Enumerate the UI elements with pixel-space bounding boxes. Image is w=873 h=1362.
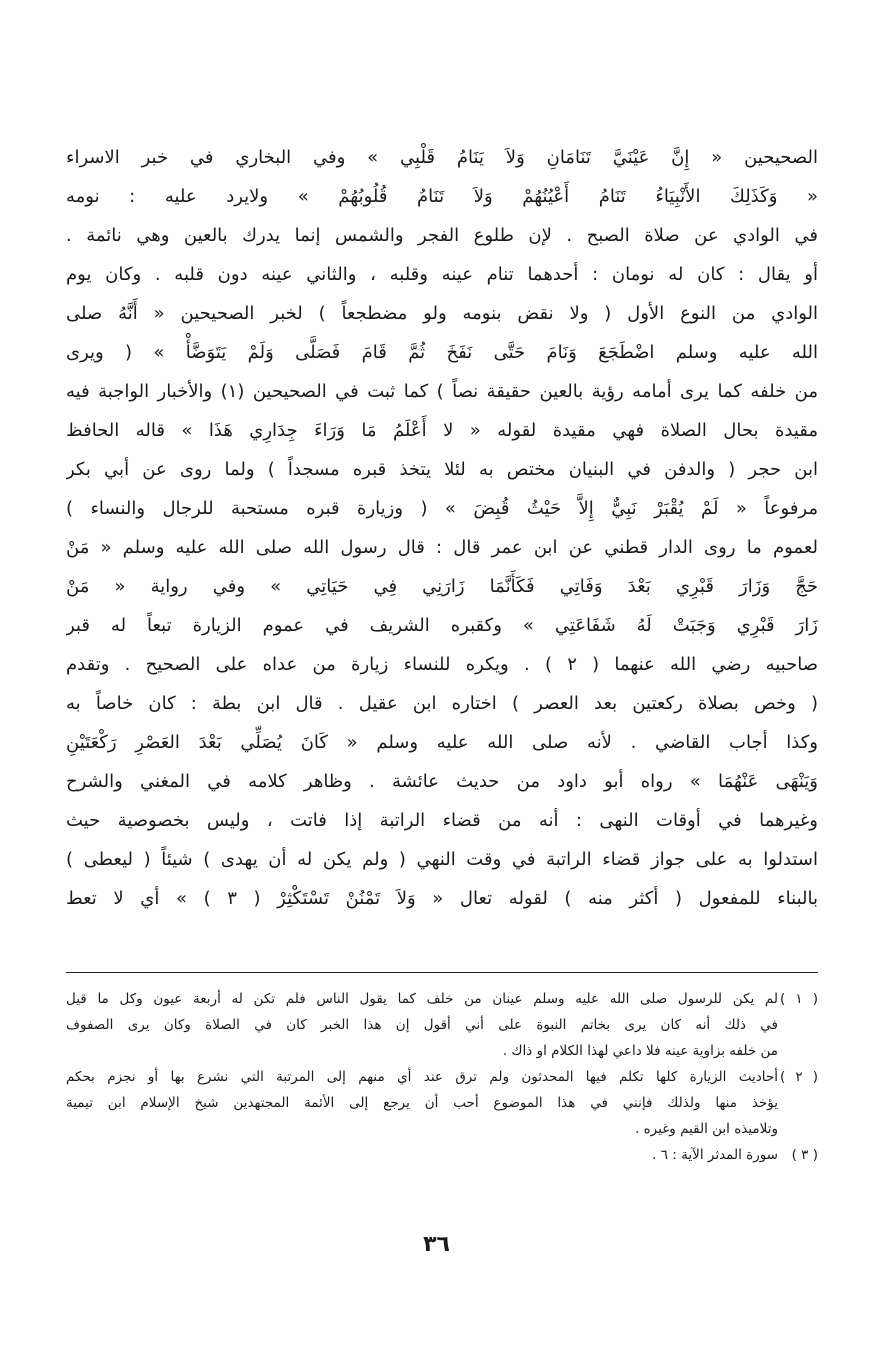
- footnote-line: وتلاميذه ابن القيم وغيره .: [635, 1121, 778, 1137]
- footnote-number: ( ١ ): [780, 991, 818, 1007]
- text-line: من خلفه كما يرى أمامه رؤية بالعين حقيقة نصاً ) كما ثبت في الصحيحين (١) والأخبار الواجبة فيه: [66, 381, 818, 402]
- text-line: حَجَّ وَزَارَ قَبْرِي بَعْدَ وَفَاتِي فَكَأَنَّمَا زَارَنِي فِي حَيَاتِي » وفي رواية « مَنْ: [66, 576, 818, 597]
- text-line: وكذا أجاب القاضي . لأنه صلى الله عليه وسلم « كَانَ يُصَلِّي بَعْدَ العَصْرِ رَكْعَتَيْنِ: [66, 732, 818, 753]
- text-line: لعموم ما روى الدار قطني عن ابن عمر قال : قال رسول الله صلى الله عليه وسلم « مَنْ: [66, 537, 818, 558]
- text-line: استدلوا به على جواز قضاء الراتبة في وقت النهي ( ولم يكن له أن يهدى ) شيئاً ( ليعطى ): [66, 849, 818, 870]
- footnote-line: في ذلك أنه كان يرى بخاتم النبوة على أني أقول إن هذا الخبر كان في الصلاة وكان يرى الصفوف: [66, 1017, 778, 1033]
- text-line: « وَكَذَلِكَ الأَنْبِيَاءُ تَنَامُ أَعْيُنُهُمْ وَلاَ تَنَامُ قُلُوبُهُمْ » ولايرد عليه : نومه: [66, 186, 818, 207]
- text-line: زَارَ قَبْرِي وَجَبَتْ لَهُ شَفَاعَتِي » وكقبره الشريف في عموم الزيارة تبعاً له قبر: [66, 615, 818, 636]
- text-line: وغيرهما في أوقات النهى : أنه من قضاء الراتبة إذا فاتت ، وليس بخصوصية حيث: [66, 810, 818, 831]
- text-line: بالبناء للمفعول ( أكثر منه ) لقوله تعال « وَلاَ تَمْنُنْ تَسْتَكْثِرْ ( ٣ ) » أي لا تعط: [66, 888, 818, 909]
- footnotes: [66, 986, 818, 1168]
- main-text: [66, 138, 818, 918]
- text-line: مقيدة بحال الصلاة فهي مقيدة لقوله « لا أَعْلَمُ مَا وَرَاءَ جِدَارِي هَذَا » قاله الحافظ: [66, 420, 818, 441]
- text-line: الصحيحين « إِنَّ عَيْنَيَّ تَنَامَانِ وَلاَ يَنَامُ قَلْبِي » وفي البخاري في خبر الاسراء: [66, 147, 818, 168]
- text-line: أو يقال : كان له نومان : أحدهما تنام عينه وقلبه ، والثاني عينه دون قلبه . وكان يوم: [66, 264, 818, 285]
- footnote-line: يؤخذ منها ولذلك فإنني في هذا الموضوع أحب أن يرجع إلى الأئمة المجتهدين شيخ الإسلام ابن تيمية: [66, 1095, 778, 1111]
- text-line: مرفوعاً « لَمْ يُقْبَرْ نَبِيٌّ إِلاَّ حَيْثُ قُبِضَ » ( وزيارة قبره مستحبة للرجال والنساء ): [66, 498, 818, 519]
- text-line: الله عليه وسلم اضْطَجَعَ وَنَامَ حَتَّى نَفَخَ ثُمَّ قَامَ فَصَلَّى وَلَمْ يَتَوَضَّأْ » ( ويرى: [66, 342, 818, 363]
- text-line: الوادي من النوع الأول ( ولا نقض بنومه ولو مضطجعاً ) لخبر الصحيحين « أَنَّهُ صلى: [66, 303, 818, 324]
- text-line: ( وخص بصلاة ركعتين بعد العصر ) اختاره ابن عقيل . قال ابن بطة : كان خاصاً به: [66, 693, 818, 714]
- text-line: وَيَنْهَى عَنْهُمَا » رواه أبو داود من حديث عائشة . وظاهر كلامه في المغني والشرح: [66, 771, 818, 792]
- text-line: صاحبيه رضي الله عنهما ( ٢ ) . ويكره للنساء زيارة من عداه على الصحيح . وتقدم: [66, 654, 818, 675]
- footnote-number: ( ٢ ): [780, 1069, 818, 1085]
- footnote-text: لم يكن للرسول صلى الله عليه وسلم عينان من خلف كما يقول الناس فلم تكن له أربعة عيون وكل ما قيل: [66, 991, 778, 1007]
- footnote-3: [66, 1142, 818, 1168]
- footnote-text: سورة المدثر الآية : ٦ .: [652, 1147, 778, 1163]
- footnote-1: [66, 986, 818, 1012]
- text-line: في الوادي عن صلاة الصبح . لإن طلوع الفجر والشمس إنما يدرك بالعين وهي نائمة .: [66, 225, 818, 246]
- footnote-text: أحاديث الزيارة كلها تكلم فيها المحدثون ولم ترق عند أي منهم إلى المرتبة التي نشرع بها أو نجزم بحكم: [66, 1069, 778, 1085]
- page-number: ٣٦: [423, 1232, 450, 1257]
- text-line: ابن حجر ( والدفن في البنيان مختص به لئلا يتخذ قبره مسجداً ) ولما روى عن أبي بكر: [66, 459, 818, 480]
- footnote-line: من خلفه بزاوية عينه فلا داعي لهذا الكلام او ذاك .: [502, 1043, 778, 1059]
- footnote-number: ( ٣ ): [791, 1147, 818, 1163]
- footnote-2: [66, 1064, 818, 1090]
- footnote-divider: [66, 972, 818, 973]
